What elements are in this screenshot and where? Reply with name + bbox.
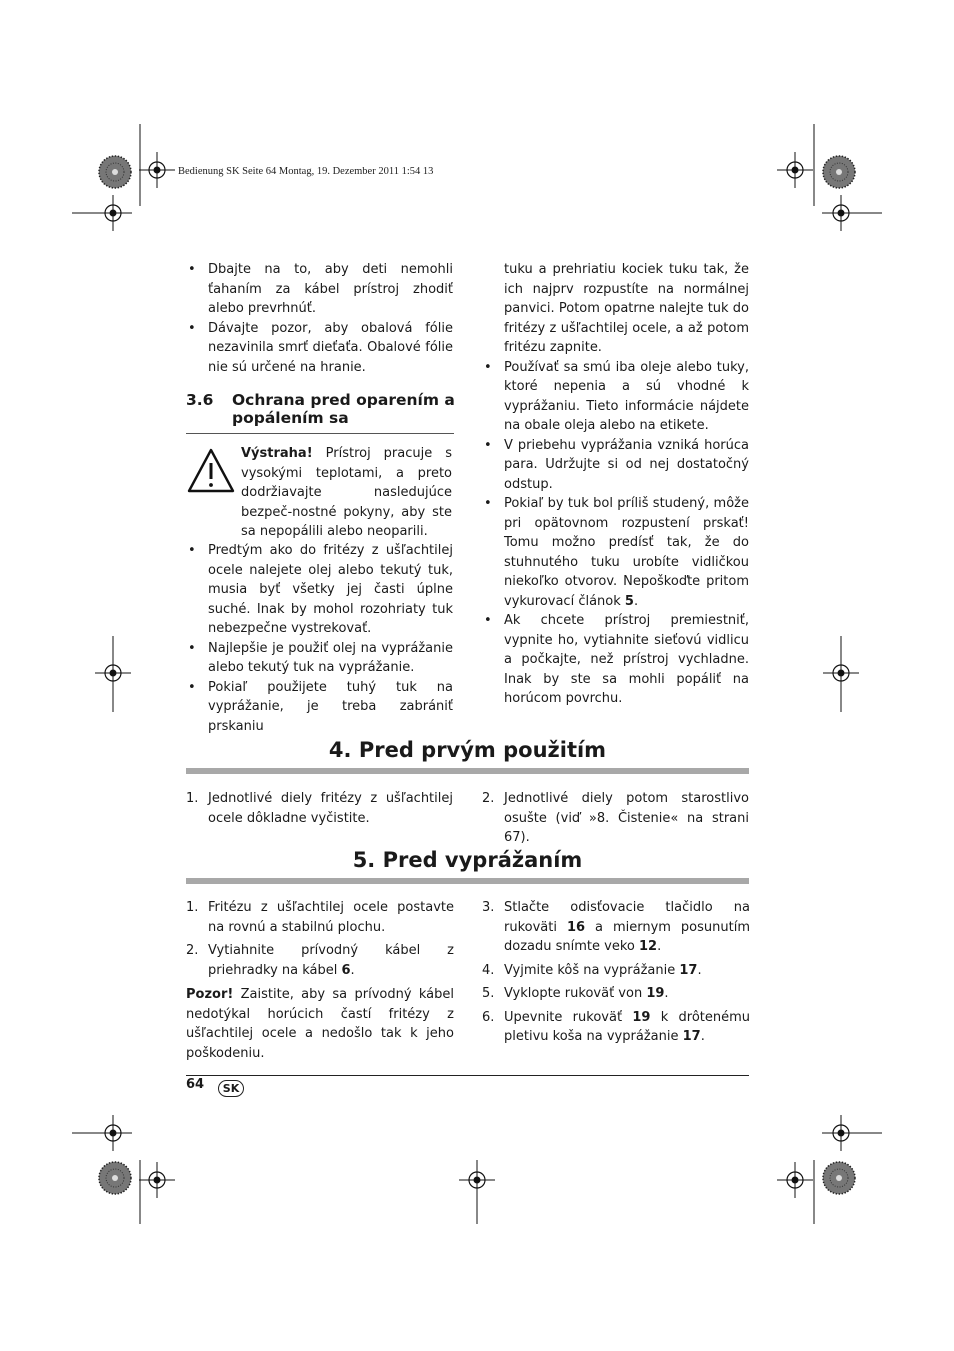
warning-triangle-icon [186,446,236,494]
list-item: 2. Jednotlivé diely potom starostlivo osušte (viď »8. Čistenie« na strani 67). [482,791,749,845]
list-item: • Pokiaľ by tuk bol príliš studený, môže pri opätovnom rozpustení prskať! Tomu možno predísť tak, že do stuhnutého tuku urobíte vidličkou niekoľko otvorov. Nepoškoďte pritom vykurovací článok 5. [482,494,749,611]
warning-text: Výstraha! Prístroj pracuje s vysokými teplotami, a preto dodržiavajte nasledujúce bezpeč-nostné pokyny, aby ste sa nepopálili alebo neoparili. [241,446,452,539]
list-item: 5. Vyklopte rukoväť von 19. [482,986,669,1001]
section-heading [186,391,456,427]
list-item: 4. Vyjmite kôš na vyprážanie 17. [482,962,702,978]
list-item: • Ak chcete prístroj premiestniť, vypnite ho, vytiahnite sieťovú vidlicu a počkajte, než prístroj vychladne. Inak by ste sa mohli popáliť na horúcom povrchu. [482,611,749,709]
chapter-5-left [186,898,454,1063]
list-item: • V priebehu vyprážania vzniká horúca para. Udržujte si od nej dostatočný odstup. [482,436,749,495]
page-number: 64 [186,1077,205,1092]
section-rule [186,433,454,434]
footer-rule [186,1075,749,1076]
chapter-4-title: 4. Pred prvým použitím [328,738,607,762]
chapter-4-right [482,789,749,848]
chapter-5-title: 5. Pred vyprážaním [352,848,583,872]
left-column-top [186,260,453,377]
list-item: • Používať sa smú iba oleje alebo tuky, ktoré nepenia a sú vhodné k vyprážaniu. Tieto informácie nájdete na obale oleja alebo na etikete. [482,358,749,436]
list-item: • Dbajte na to, aby deti nemohli ťahaním za kábel prístroj zhodiť alebo prevrhnúť. [186,260,453,319]
print-slug: Bedienung SK Seite 64 Montag, 19. Dezember 2011 1:54 13 [178,166,434,177]
warning-label: Výstraha! [241,446,313,461]
right-column [482,260,749,709]
list-item: 2. Vytiahnite prívodný kábel z priehradky na kábel 6. [186,943,454,978]
section-number: 3.6 [186,391,214,409]
list-item: 3. Stlačte odisťovacie tlačidlo na rukoväti 16 a miernym posunutím dozadu snímte veko 12. [482,900,750,954]
list-item: • Pokiaľ použijete tuhý tuk na vyprážanie, je treba zabrániť prskaniu [186,678,453,737]
list-item: • Najlepšie je použiť olej na vyprážanie alebo tekutý tuk na vyprážanie. [186,639,453,678]
language-badge: SK [218,1080,244,1097]
list-item: 1. Fritézu z ušľachtilej ocele postavte na rovnú a stabilnú plochu. [186,900,454,935]
chapter-5-right [482,898,750,1047]
list-item: • Predtým ako do fritézy z ušľachtilej ocele nalejete olej alebo tekutý tuk, musia byť všetky jej časti úplne suché. Inak by mohol rozohriaty tuk nebezpečne vystrekovať. [186,541,453,639]
chapter-5-bar [186,878,749,884]
caution-label: Pozor! [186,987,234,1002]
continuation-text: tuku a prehriatiu kociek tuku tak, že ich najprv rozpustíte na normálnej panvici. Potom opatrne nalejte tuk do fritézy z ušľachtilej ocele, a až potom fritézu zapnite. [504,262,749,355]
left-column-bottom [186,541,453,736]
list-item: • Dávajte pozor, aby obalová fólie nezavinila smrť dieťaťa. Obalové fólie nie sú určené na hranie. [186,319,453,378]
chapter-4-bar [186,768,749,774]
section-title: Ochrana pred oparením a popálením sa [232,391,455,427]
list-item: 6. Upevnite rukoväť 19 k drôtenému pletivu koša na vyprážanie 17. [482,1009,751,1044]
caution-note: Pozor! Zaistite, aby sa prívodný kábel nedotýkal horúcich častí fritézy z ušľachtilej ocele a nedošlo tak k jeho poškodeniu. [186,987,454,1061]
list-item: 1. Jednotlivé diely fritézy z ušľachtilej ocele dôkladne vyčistite. [186,791,453,826]
chapter-4-left [186,789,453,828]
